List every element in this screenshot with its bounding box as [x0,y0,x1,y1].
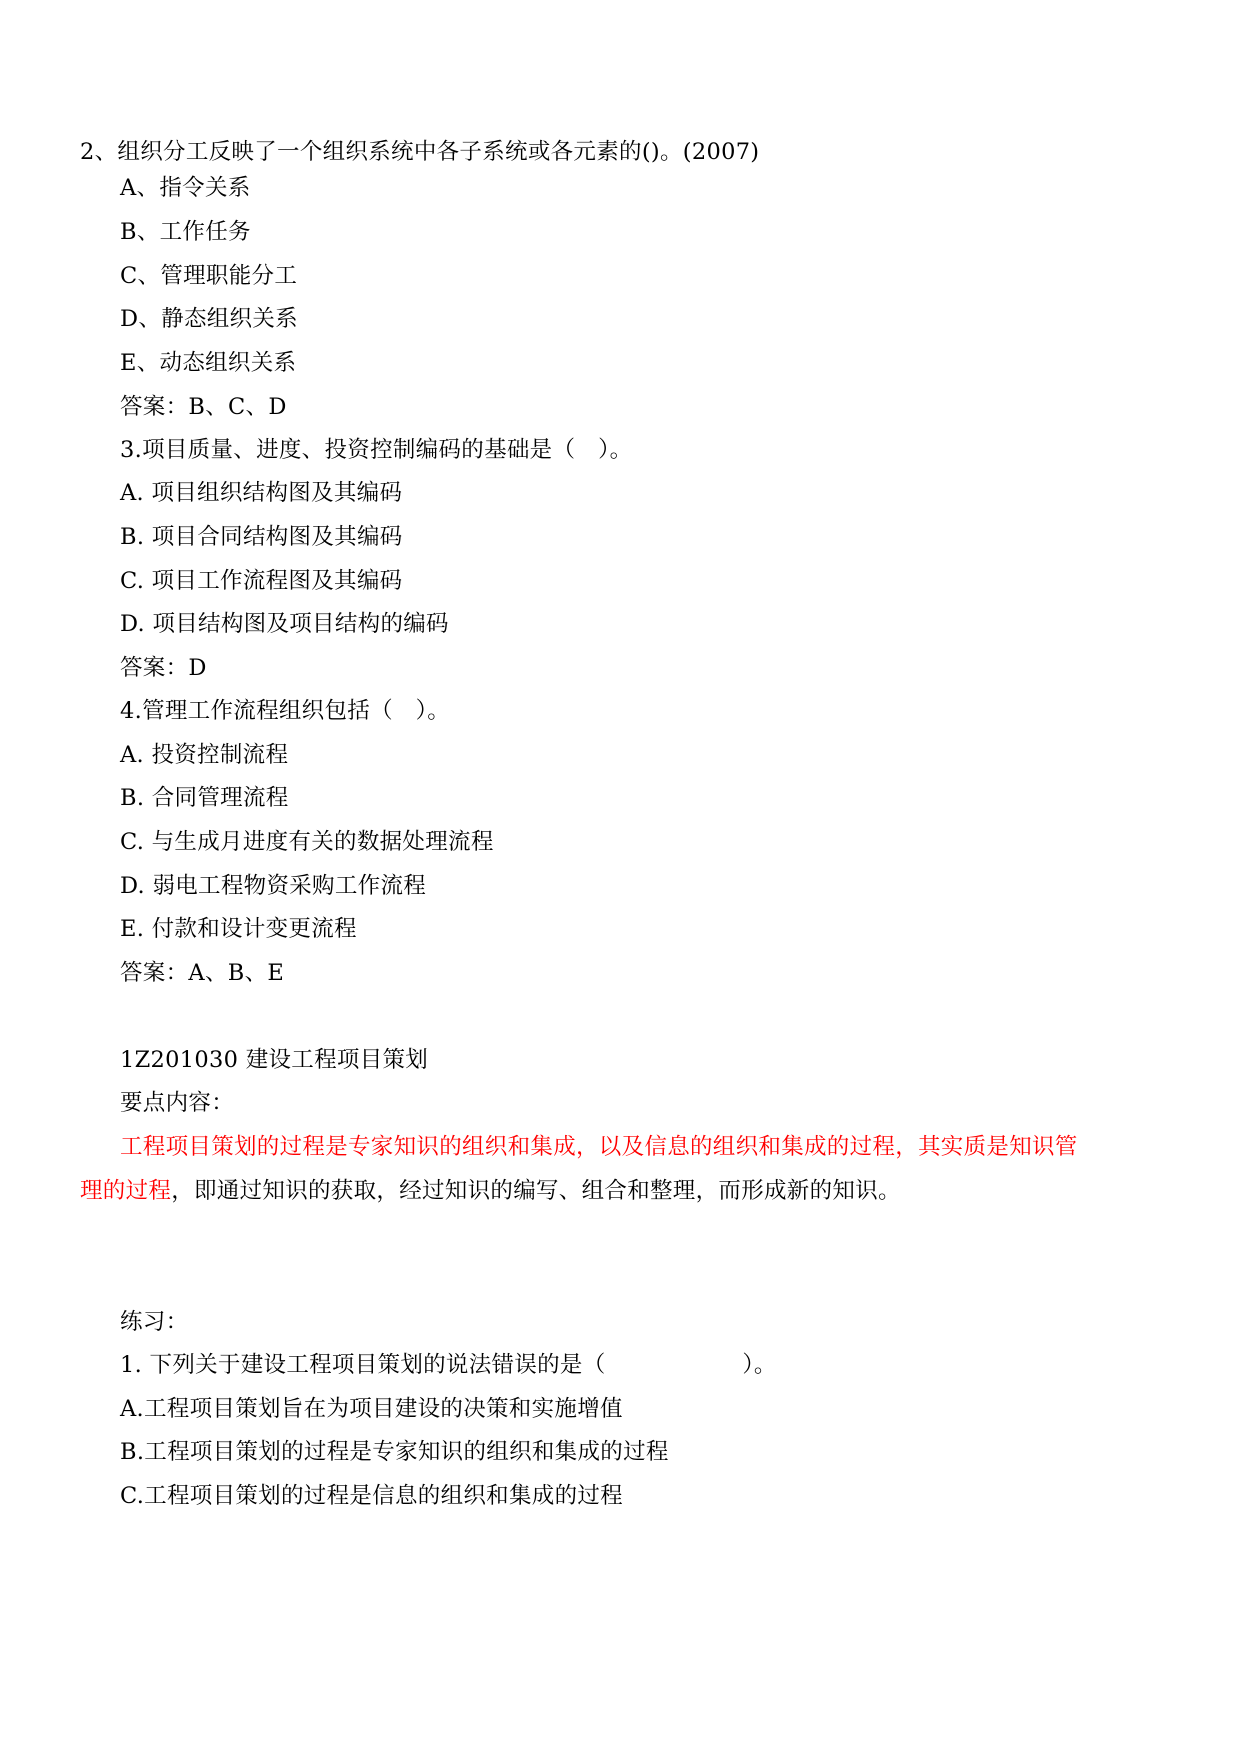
q2-option-d: D、静态组织关系 [120,306,298,332]
q4-option-c: C. 与生成月进度有关的数据处理流程 [120,829,494,855]
key-point-text-line2 [80,1176,901,1206]
q4-option-e: E. 付款和设计变更流程 [120,916,357,942]
q2-option-e: E、动态组织关系 [120,350,297,376]
practice-label: 练习： [120,1309,189,1335]
key-point-text-black-line2: ，即通过知识的获取，经过知识的编写、组合和整理，而形成新的知识。 [171,1178,901,1204]
q4-option-d: D. 弱电工程物资采购工作流程 [120,873,427,899]
q3-answer: 答案：D [120,655,207,681]
q2-option-c: C、管理职能分工 [120,263,298,289]
key-points-label: 要点内容： [120,1090,235,1116]
q4-option-a: A. 投资控制流程 [120,742,289,768]
practice-q1-option-a: A.工程项目策划旨在为项目建设的决策和实施增值 [120,1396,623,1422]
q2-option-a: A、指令关系 [120,175,251,201]
practice-q1-option-c: C.工程项目策划的过程是信息的组织和集成的过程 [120,1483,623,1509]
key-point-text-red-line2: 理的过程 [80,1178,172,1204]
q3-option-b: B. 项目合同结构图及其编码 [120,524,403,550]
q3-option-a: A. 项目组织结构图及其编码 [120,480,403,506]
q2-stem: 2、组织分工反映了一个组织系统中各子系统或各元素的()。(2007) [80,139,760,165]
practice-q1-option-b: B.工程项目策划的过程是专家知识的组织和集成的过程 [120,1439,669,1465]
q2-option-b: B、工作任务 [120,219,251,245]
q4-stem: 4.管理工作流程组织包括（ ）。 [120,698,451,724]
section-heading: 1Z201030 建设工程项目策划 [120,1047,429,1073]
q3-stem: 3.项目质量、进度、投资控制编码的基础是（ ）。 [120,437,633,463]
q2-answer: 答案：B、C、D [120,394,287,420]
practice-q1-stem: 1. 下列关于建设工程项目策划的说法错误的是（ ）。 [120,1352,777,1378]
q3-option-d: D. 项目结构图及项目结构的编码 [120,611,449,637]
q4-answer: 答案：A、B、E [120,960,285,986]
q4-option-b: B. 合同管理流程 [120,785,289,811]
key-point-text-red-line1: 工程项目策划的过程是专家知识的组织和集成，以及信息的组织和集成的过程，其实质是知识管 [120,1134,1078,1160]
q3-option-c: C. 项目工作流程图及其编码 [120,568,403,594]
